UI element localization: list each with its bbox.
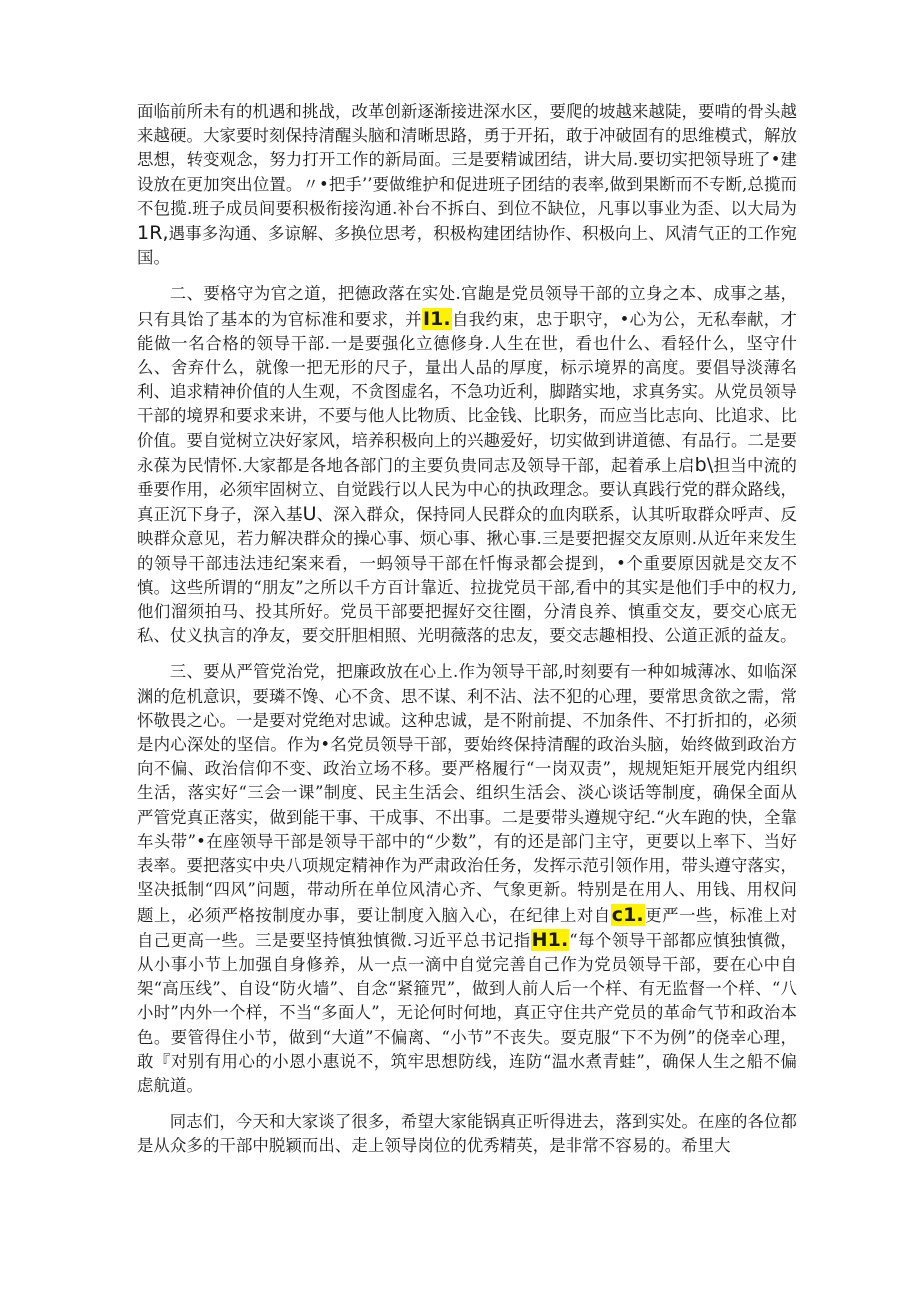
text-run: 更严一些，标准上对自己更高一些。三是要坚持慎独慎微.习近平总书记指	[137, 905, 797, 950]
text-run: 二、要格守为官之道，把德政落在实处.官龅是党员领导干部的立身之本、成事之基，只有具饴了基本的为官标准和要求，并	[137, 284, 797, 329]
highlighted-mark: I1.	[422, 307, 451, 330]
text-run: 面临前所未有的机遇和挑战，改革创新逐渐接进深水区，要爬的坡越来越陡，要啃的骨头越来越硬。大家要时刻保持清醒头脑和清晰思路，勇于开拓，敢于冲破固有的思维模式，解放思想，转变观念，努力打开工作的新局面。三是要精诚团结，讲大局.要切实把领导班了•建设放在更加突出位置。〃•把手’’要做维护和促进班子团结的表率,做到果断而不专断,总揽而不包揽.班子成员间要积极衔接沟通.补台不拆白、到位不缺位，凡事以事业为歪、以大局为	[137, 102, 797, 218]
ocr-artifact-text: U	[302, 503, 317, 526]
ocr-artifact-text: 1R,	[137, 222, 169, 245]
paragraph-1	[137, 100, 797, 270]
text-run: 自我约束，忠于职守，•心为公，无私奉献，才能做一名合格的领导干部.一是要强化立德修身.人生在世，看也什么、看轻什么，坚守什么、舍弃什么，就像一把无形的尺子，量出人品的厚度，标示境界的高度。要倡导淡薄名利、追求精神价值的人生观，不贪图虚名，不急功近利，脚踏实地，求真务实。从党员领导干部的境界和要求来讲，不要与他人比物质、比金钱、比职务，而应当比志向、比追求、比价值。要自觉树立决好家风，培养积极向上的兴趣爱好，切实做到讲道德、有品行。二是要永葆为民情怀.大家都是各地各部门的主要负贵同志及领导干部，起着承上启	[137, 309, 797, 475]
ocr-artifact-text: b\	[694, 453, 714, 476]
paragraph-2	[137, 282, 797, 648]
paragraph-4	[137, 1110, 797, 1158]
text-run: 、深入群众，保持同人民群众的血肉联系，认其听取群众呼声、反映群众意见，若力解决群众的操心事、烦心事、揪心事.三是要把握交友原则.从近年来发生的领导干部违法违纪案来看，一蚂领导干部在忏悔录都会提到，•个重要原因就是交友不慎。这些所谓的“朋友”之所以千方百计靠近、拉拢党员干部,看中的其实是他们手中的权力,他们溜须拍马、投其所好。党员干部要把握好交往圈，分清良养、慎重交友，要交心底无私、仗义执言的净友，要交肝胆相照、光明薇落的忠友，要交志趣相投、公道正派的益友。	[137, 505, 797, 646]
paragraph-3	[137, 660, 797, 1098]
text-run: “每个领导干部都应慎独慎微，从小事小节上加强自身修养，从一点一滴中自觉完善自己作为党员领导干部，要在心中自架“高压线”、自设“防火墙”、自念“紧箍咒”，做到人前人后一个样、有无监督一个样、“八小时”内外一个样，不当“多面人”，无论何时何地，真正守住共产党员的革命气节和政治本色。要管得住小节，做到“大道”不偏离、“小节”不丧失。耍克服“下不为例”的侥幸心理，敢『对别有用心的小恩小惠说不，筑牢思想防线，连防“温水煮青蛙”，确保人生之船不偏虑航道。	[137, 930, 798, 1095]
highlighted-mark: c1.	[611, 903, 644, 926]
text-run: 三、要从严管党治党，把廉政放在心上.作为领导干部,时刻要有一种如城薄冰、如临深渊的危机意识，要璘不馋、心不贪、思不谋、利不沾、法不犯的心理，要常思贪欲之需，常怀敬畏之心。一是要对党绝对忠诚。这种忠诚，是不附前提、不加条件、不打折扣的，必须是内心深处的坚信。作为•名党员领导干部，要始终保持清醒的政治头脑，始终做到政治方向不偏、政治信仰不变、政治立场不移。要严格履行“一岗双责”，规规矩矩开展党内组织生活，落实好“三会一课”制度、民主生活会、组织生活会、淡心谈话等制度，确保全面从严管党真正落实，做到能干事、干成事、不出事。二是要带头遵规守纪.“火车跑的快，全靠车头带”•在座领导干部是领导干部中的“少数”，有的还是部门主守，更要以上率下、当好表率。要把落实中央八项规定精神作为严肃政治任务，发挥示范引领作用，带头遵守落实，坚决抵制“四风”问题，带动所在单位风清心齐、气象更新。特别是在用人、用钱、用权问题上，必须严格按制度办事，要让制度入脑入心，在纪律上对自	[137, 662, 797, 925]
text-run: 遇事多沟通、多谅解、多换位思考，积极构建团结协作、积极向上、风清气正的工作宛国。	[137, 224, 797, 268]
document-page	[137, 100, 797, 1159]
text-run: 担当中流的垂要作用，必须牢固树立、自觉践行以人民为中心的执政理念。要认真践行党的群众路线，真正沉下身子，深入基	[137, 455, 797, 525]
highlighted-mark: H1.	[531, 928, 569, 951]
text-run: 同志们，今天和大家谈了很多，希望大家能锅真正听得进去，落到实处。在座的各位都是从众多的干部中脱颖而出、走上领导岗位的优秀精英，是非常不容易的。希里大	[137, 1112, 797, 1156]
